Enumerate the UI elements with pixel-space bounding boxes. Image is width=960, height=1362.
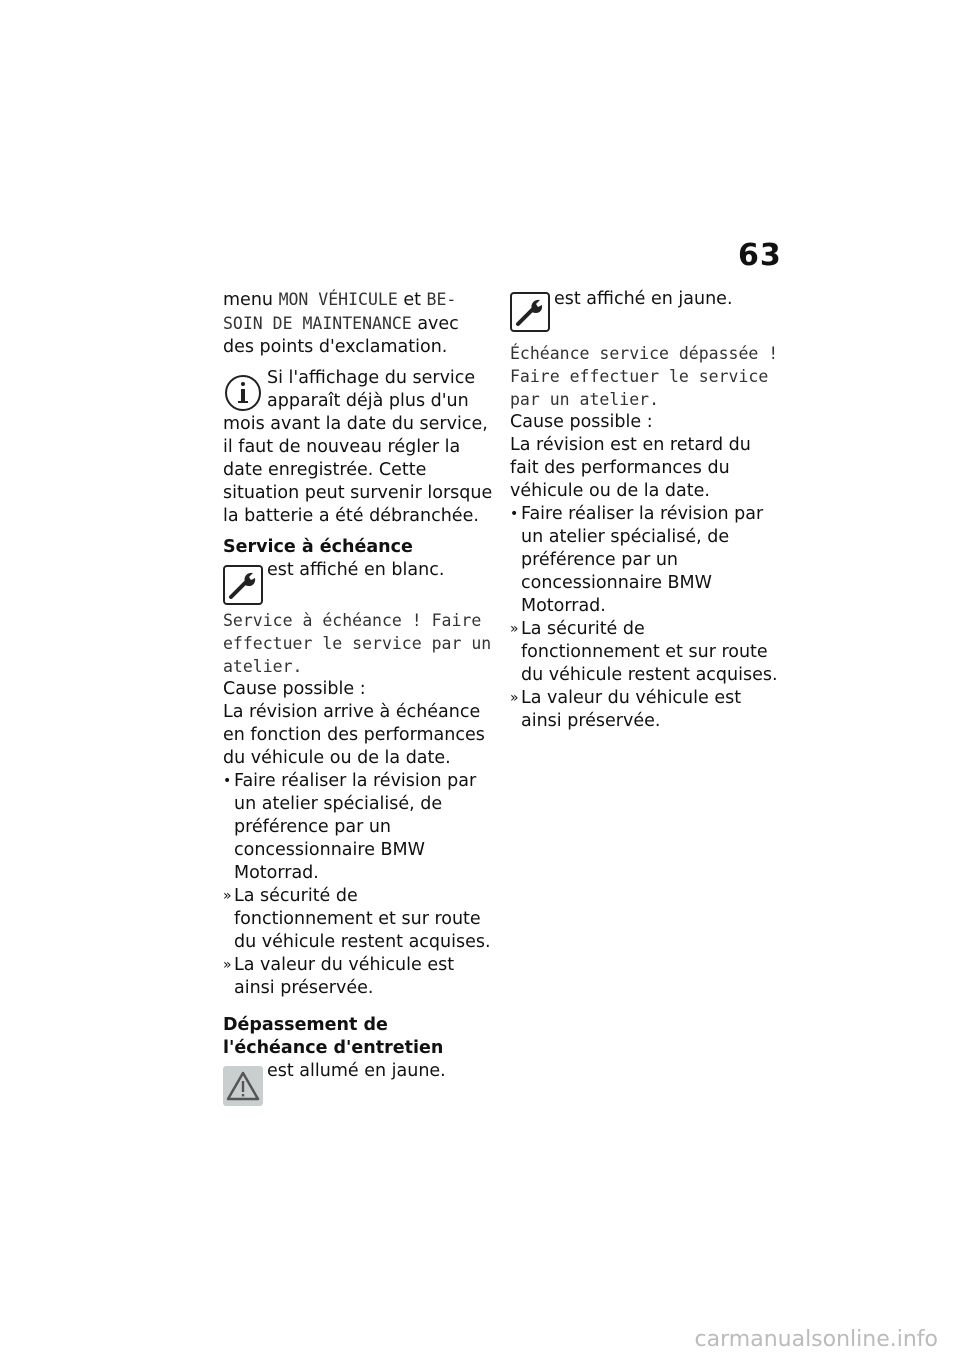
info-icon: [223, 373, 263, 413]
section-title-service-due: Service à échéance: [223, 537, 413, 557]
list-marker: »: [510, 690, 519, 706]
list-item: [223, 770, 495, 885]
service-due-icon-text: est affiché en blanc.: [267, 560, 445, 580]
intro-text: menu: [223, 290, 279, 310]
list-item: [510, 618, 782, 687]
list-marker: •: [223, 773, 232, 789]
overdue-message: Échéance service dépassée ! Faire effectuer le service par un atelier.: [510, 344, 779, 409]
list-item: [510, 687, 782, 733]
list-item-text: La valeur du véhicule est ainsi préservée.: [234, 955, 455, 998]
list-item-text: La sécurité de fonctionnement et sur route du véhicule restent acquises.: [521, 619, 778, 685]
wrench-icon: [223, 565, 263, 605]
cause-label: Cause possible :: [510, 412, 653, 432]
left-column: [223, 288, 495, 1104]
list-marker: »: [510, 621, 519, 637]
section-title-overdue: Dépassement de l'échéance d'entretien: [223, 1015, 444, 1058]
wrench-icon: [510, 292, 550, 332]
list-item: [510, 503, 782, 618]
service-due-message: Service à échéance ! Faire effectuer le service par un atelier.: [223, 611, 492, 676]
list-marker: •: [510, 506, 519, 522]
action-list: [510, 503, 782, 733]
list-item: [223, 954, 495, 1000]
intro-text: avec des points d'exclamation.: [223, 314, 459, 357]
intro-paragraph: [223, 288, 495, 359]
list-marker: »: [223, 888, 232, 904]
list-item: [223, 885, 495, 954]
intro-text: et: [397, 290, 427, 310]
note-paragraph: [223, 367, 495, 528]
menu-name-maintenance: BE-SOIN DE MAINTENANCE: [223, 290, 457, 333]
overdue-icon-row: [223, 1060, 495, 1104]
overdue-yellow-icon-row: [510, 288, 782, 332]
cause-text: La révision arrive à échéance en fonction des performances du véhicule ou de la date.: [223, 702, 485, 768]
warning-triangle-icon: [223, 1066, 263, 1106]
note-text: Si l'affichage du service apparaît déjà plus d'un mois avant la date du service, il faut de nouveau régler la date enregistrée. Cette situation peut survenir lorsque la batterie a été débranchée.: [223, 368, 493, 526]
watermark: carmanualsonline.info: [694, 1327, 938, 1352]
overdue-yellow-icon-text: est affiché en jaune.: [554, 289, 733, 309]
overdue-icon-text: est allumé en jaune.: [267, 1061, 446, 1081]
list-item-text: La sécurité de fonctionnement et sur route du véhicule restent acquises.: [234, 886, 491, 952]
page-number: 63: [738, 238, 782, 273]
list-item-text: Faire réaliser la révision par un atelier spécialisé, de préférence par un concessionnaire BMW Motorrad.: [234, 771, 477, 883]
right-column: [510, 288, 782, 733]
cause-text: La révision est en retard du fait des performances du véhicule ou de la date.: [510, 435, 751, 501]
cause-label: Cause possible :: [223, 679, 366, 699]
list-item-text: Faire réaliser la révision par un atelier spécialisé, de préférence par un concessionnaire BMW Motorrad.: [521, 504, 764, 616]
action-list: [223, 770, 495, 1000]
list-marker: »: [223, 957, 232, 973]
menu-name-vehicle: MON VÉHICULE: [278, 290, 398, 309]
service-due-icon-row: [223, 559, 495, 603]
list-item-text: La valeur du véhicule est ainsi préservée.: [521, 688, 742, 731]
